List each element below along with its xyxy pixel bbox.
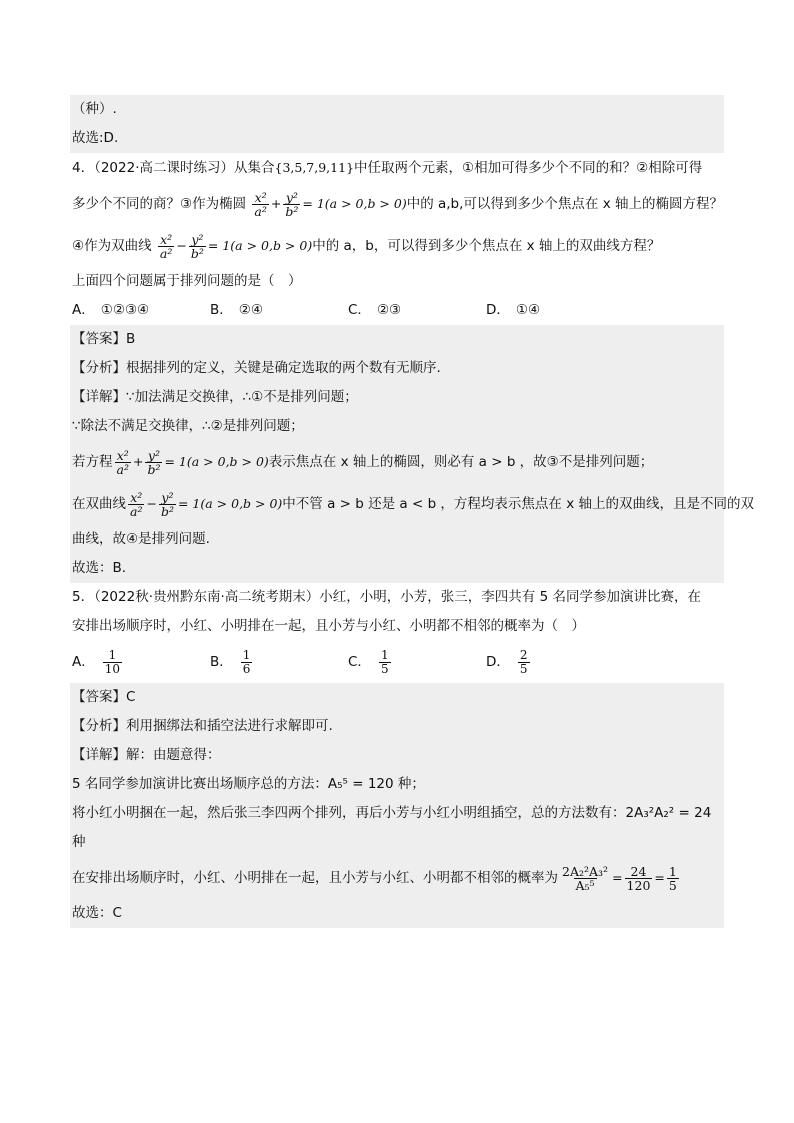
q5-stem-line1: 5．（2022秋·贵州黔东南·高二统考期末）小红，小明，小芳，张三，李四共有 5 名同学参加演讲比赛，在 [72, 589, 701, 605]
prob-frac-3: $\frac{1}{5}$ [668, 863, 677, 893]
prev-line: （种）. [70, 95, 724, 124]
q4-detail-2: ∵除法不满足交换律，∴②是排列问题； [70, 412, 724, 441]
q5-detail-4: 种 [70, 828, 724, 857]
q5-analysis: 【分析】利用捆绑法和插空法进行求解即可. [70, 712, 724, 741]
hyper-x-frac: $\frac{\text{x²}}{\text{a²}}$ [159, 231, 173, 261]
q4-analysis: 【分析】根据排列的定义，关键是确定选取的两个数有无顺序. [70, 354, 724, 383]
q4-detail-1: 【详解】∵加法满足交换律，∴①不是排列问题； [70, 383, 724, 412]
q4-line3-a: ④作为双曲线 [72, 238, 152, 254]
detail-ellipse-y-frac: $\frac{\text{y²}}{\text{b²}}$ [147, 447, 161, 477]
q4-detail-4: 在双曲线 $\frac{\text{x²}}{\text{a²}}$ − $\frac{\text{y²}}{\text{b²}}$ = 1(a > 0,b > 0)中不管 a > b 还是 a < b ，方程均表示焦点在 x 轴上的双曲线，且是不同的双 [70, 483, 724, 525]
prob-frac-1: $\frac{\text{2A₂²A₃²}}{\text{A₅⁵}}$ [562, 863, 609, 893]
ellipse-x-frac: $\frac{\text{x²}}{\text{a²}}$ [254, 189, 267, 219]
q4-stem-line2: 多少个不同的商？③作为椭圆 $\frac{\text{x²}}{\text{a²}}$ + $\frac{\text{y²}}{\text{b²}}$ = 1(a > 0,b > 0)中的 a,b,可以得到多少个焦点在 x 轴上的椭圆方程？ [72, 189, 723, 219]
q4-line3-b: 中的 a，b，可以得到多少个焦点在 x 轴上的双曲线方程？ [312, 238, 661, 254]
detail-hyper-y-frac: $\frac{\text{y²}}{\text{b²}}$ [160, 489, 174, 519]
hyper-y-frac: $\frac{\text{y²}}{\text{b²}}$ [190, 231, 204, 261]
q4-set: {3,5,7,9,11} [274, 160, 355, 175]
q5-option-b: B． $\frac{1}{6}$ [210, 647, 251, 676]
q4-stem-line1 [70, 153, 724, 183]
ellipse-y-frac: $\frac{\text{y²}}{\text{b²}}$ [285, 189, 299, 219]
prob-frac-2: $\frac{24}{120}$ [626, 863, 651, 893]
q5-option-a: A． $\frac{1}{10}$ [72, 647, 121, 676]
document-page [70, 95, 755, 928]
q4-answer: 【答案】B [70, 325, 724, 354]
q4-option-a: A． ①②③④ [72, 302, 150, 318]
detail-ellipse-x-frac: $\frac{\text{x²}}{\text{a²}}$ [116, 447, 129, 477]
ellipse-cond: = 1(a > 0,b > 0) [302, 196, 407, 211]
q4-option-b: B． ②④ [210, 302, 263, 318]
q5-detail-5: 在安排出场顺序时，小红、小明排在一起，且小芳与小红、小明都不相邻的概率为 $\frac{\text{2A₂²A₃²}}{\text{A₅⁵}}$ = $\frac{24}{120}$ = $\frac{1}{5}$ [70, 857, 724, 899]
q5-stem-line2: 安排出场顺序时，小红、小明排在一起，且小芳与小红、小明都不相邻的概率为（ ） [72, 618, 585, 634]
q4-options [70, 296, 724, 325]
q4-stem-line3: ④作为双曲线 $\frac{\text{x²}}{\text{a²}}$ − $\frac{\text{y²}}{\text{b²}}$ = 1(a > 0,b > 0)中的 a，b，可以得到多少个焦点在 x 轴上的双曲线方程？ [72, 231, 661, 261]
q4-question: 上面四个问题属于排列问题的是（ ） [72, 273, 302, 289]
q4-detail-3: 若方程 $\frac{\text{x²}}{\text{a²}}$ + $\frac{\text{y²}}{\text{b²}}$ = 1(a > 0,b > 0)表示焦点在 x 轴上的椭圆，则必有 a > b ，故③不是排列问题； [70, 441, 724, 483]
q5-option-d: D． $\frac{2}{5}$ [486, 647, 528, 676]
q4-option-d: D． ①④ [486, 302, 541, 318]
q4-choice: 故选：B. [70, 554, 724, 583]
hyper-cond: = 1(a > 0,b > 0) [207, 238, 313, 253]
q4-option-c: C． ②③ [348, 302, 402, 318]
q4-line2-b: 中的 a,b,可以得到多少个焦点在 x 轴上的椭圆方程？ [406, 196, 723, 212]
q5-detail-1: 【详解】解：由题意得： [70, 741, 724, 770]
q5-options [70, 641, 724, 683]
q5-option-c: C． $\frac{1}{5}$ [348, 647, 389, 676]
q4-stem-b: 中任取两个元素，①相加可得多少个不同的和？②相除可得 [354, 160, 703, 176]
q5-answer: 【答案】C [70, 683, 724, 712]
q4-line2-a: 多少个不同的商？③作为椭圆 [72, 196, 247, 212]
q5-detail-2: 5 名同学参加演讲比赛出场顺序总的方法：A₅⁵ = 120 种； [70, 770, 724, 799]
q4-detail-5: 曲线，故④是排列问题. [70, 525, 724, 554]
detail-hyper-x-frac: $\frac{\text{x²}}{\text{a²}}$ [130, 489, 143, 519]
q5-choice: 故选：C [70, 899, 724, 928]
q5-detail-3: 将小红小明捆在一起，然后张三李四两个排列，再后小芳与小红小明组插空，总的方法数有：2A₃²A₂² = 24 [70, 799, 724, 828]
prev-answer: 故选:D. [70, 124, 724, 153]
q4-stem-a: 4．（2022·高二课时练习）从集合 [72, 160, 275, 176]
